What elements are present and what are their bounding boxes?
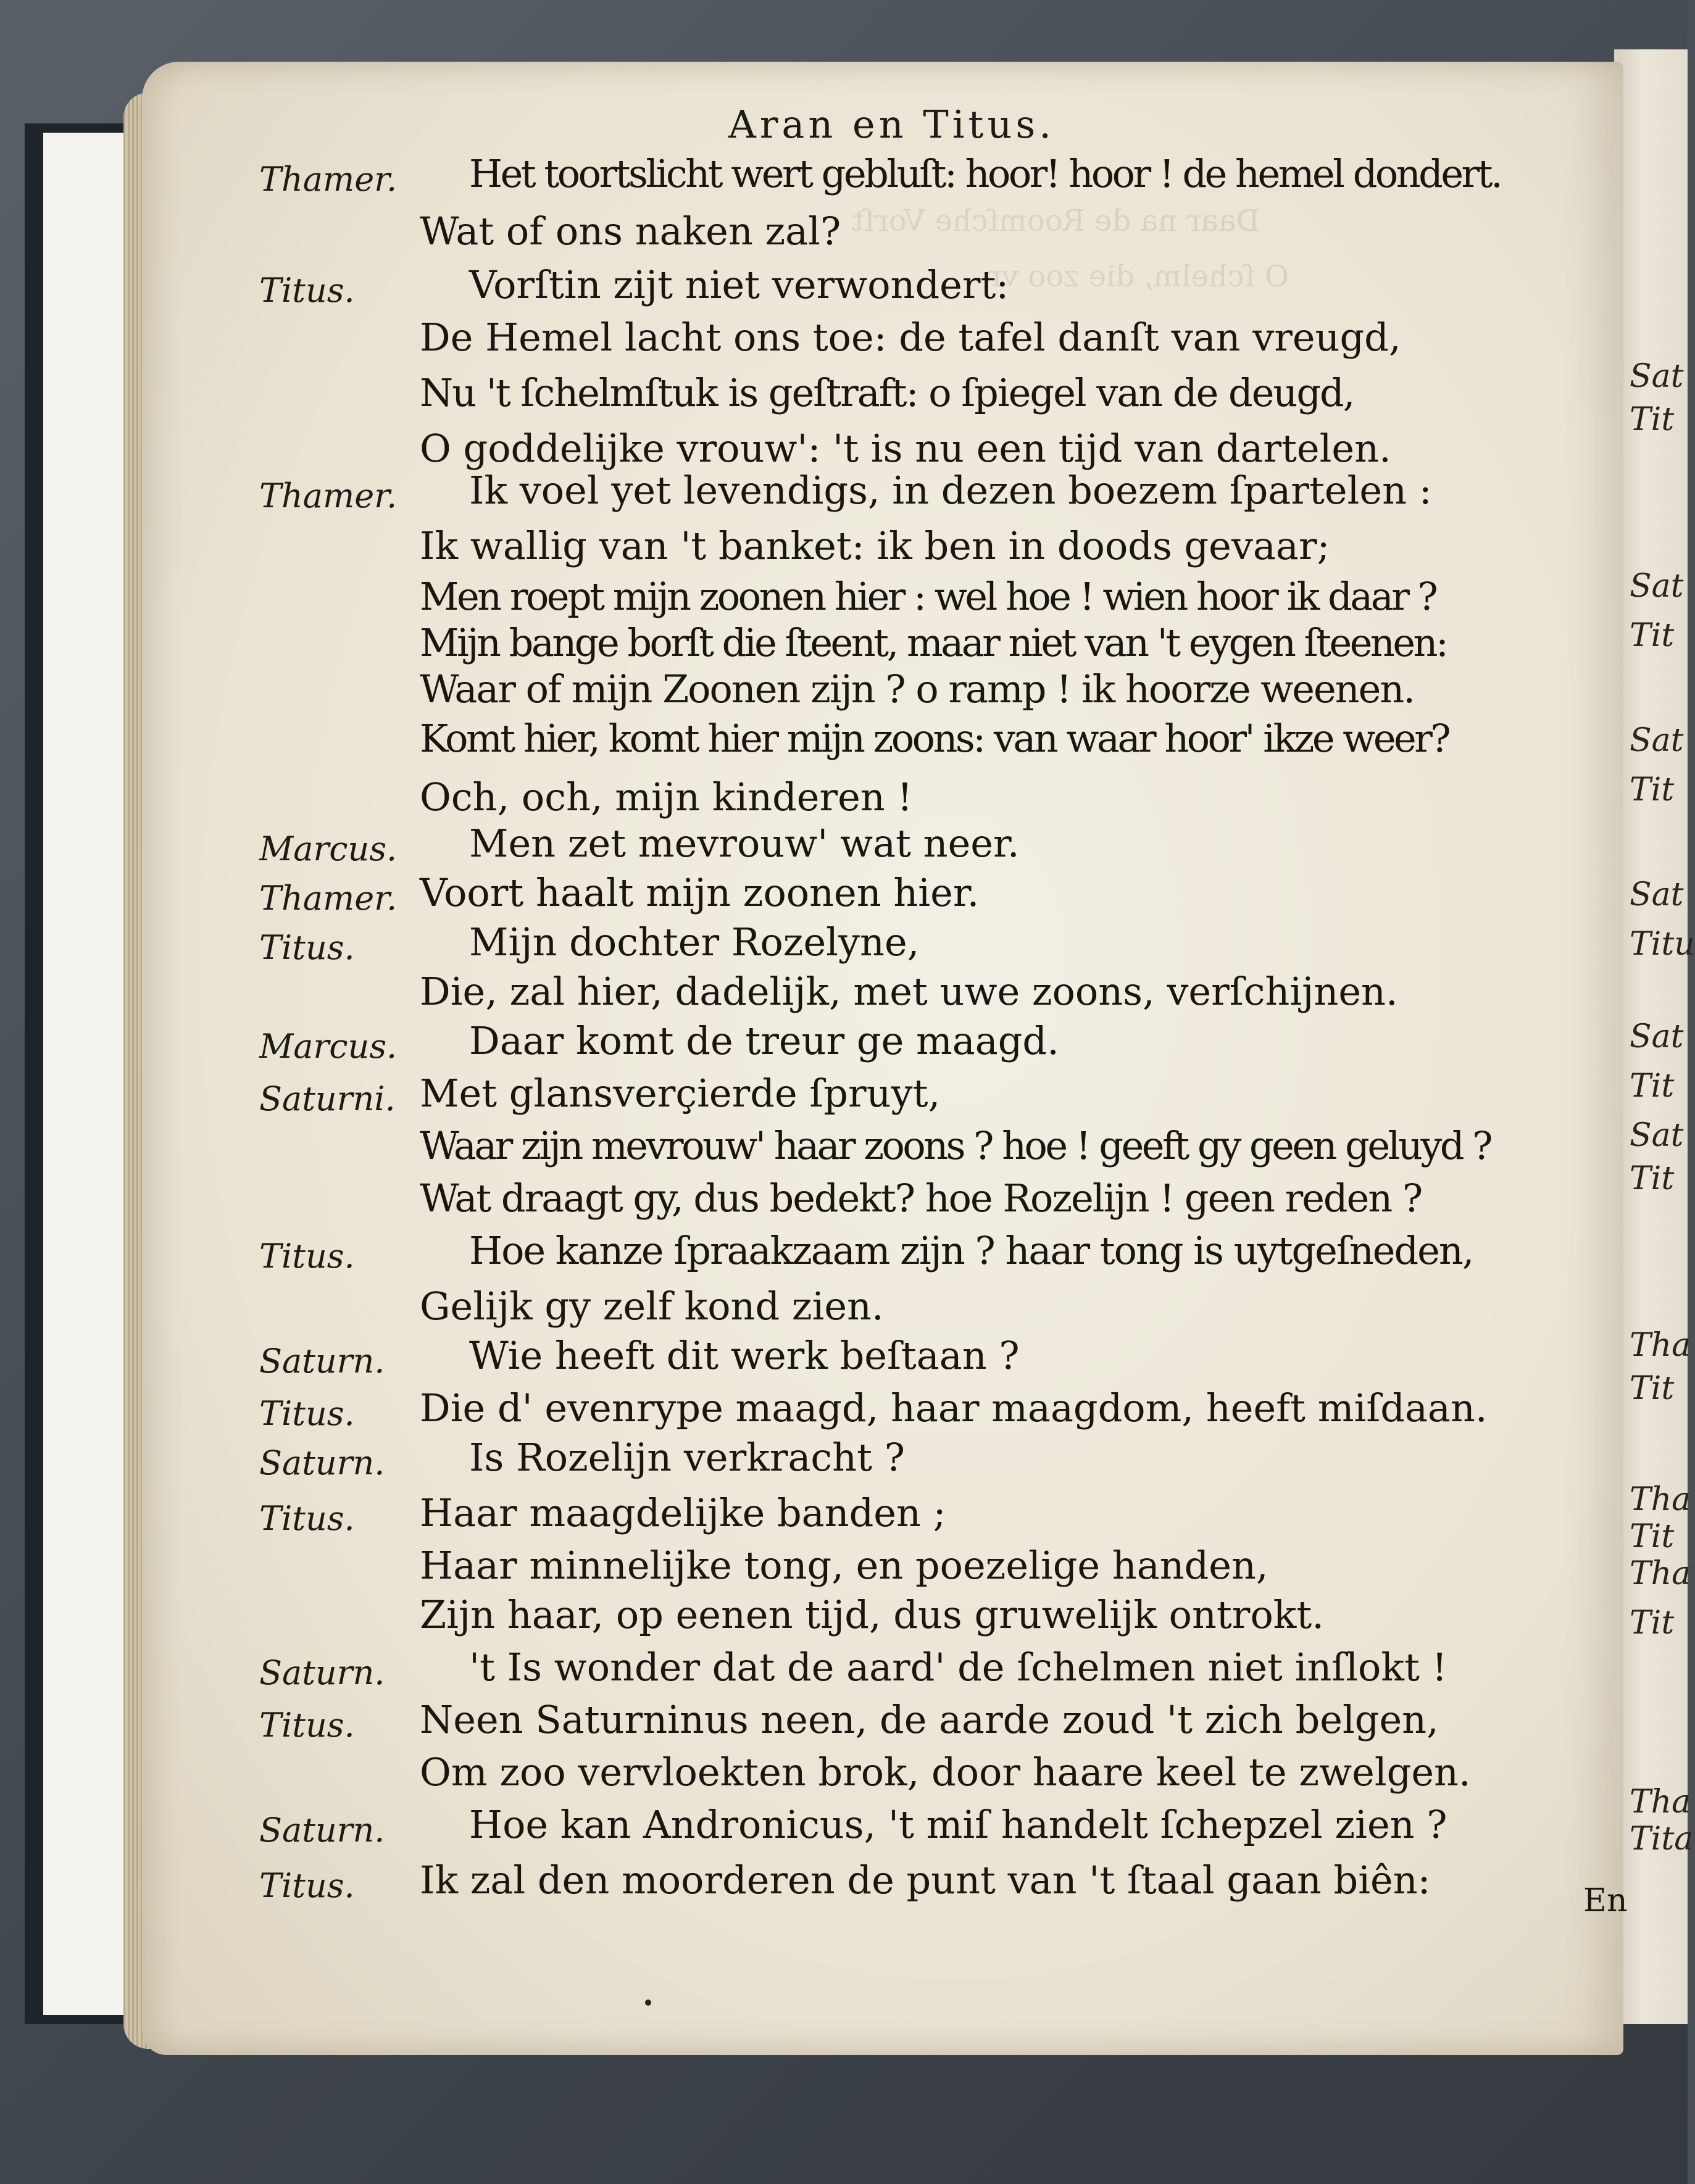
verse-line	[0, 1176, 1688, 1231]
verse-line	[0, 523, 1688, 579]
speaker-name: Titus.	[259, 1237, 355, 1276]
facing-page-speaker-fragment: Sat	[1630, 876, 1684, 913]
verse-text: Wie heeft dit werk beſtaan ?	[469, 1333, 1020, 1378]
verse-line	[0, 1490, 1688, 1546]
verse-line	[0, 1071, 1688, 1126]
facing-page-speaker-fragment: Tit	[1630, 401, 1675, 438]
verse-text: Komt hier, komt hier mijn zoons: van waar hoor' ikze weer?	[420, 716, 1449, 761]
speaker-name: Marcus.	[259, 1027, 398, 1066]
verse-line	[0, 370, 1688, 426]
speaker-name: Titus.	[259, 1866, 355, 1905]
verse-text: Zijn haar, op eenen tijd, dus gruwelijk ontrokt.	[420, 1592, 1324, 1637]
verse-text: Waar of mijn Zoonen zijn ? o ramp ! ik hoorze weenen.	[420, 666, 1414, 712]
verse-text: Is Rozelijn verkracht ?	[469, 1435, 905, 1480]
facing-page-speaker-fragment: Tha	[1630, 1327, 1691, 1364]
verse-text: De Hemel lacht ons toe: de tafel danſt van vreugd,	[420, 315, 1401, 360]
verse-line	[0, 1592, 1688, 1648]
facing-page-speaker-fragment: Tit	[1630, 1518, 1675, 1555]
verse-line	[0, 1802, 1688, 1858]
verse-line	[0, 1750, 1688, 1805]
verse-line	[0, 666, 1688, 722]
verse-text: Die d' evenrype maagd, haar maagdom, heeft miſdaan.	[420, 1385, 1488, 1430]
facing-page-speaker-fragment: Sat	[1630, 358, 1684, 395]
speaker-name: Saturn.	[259, 1342, 385, 1381]
catchword: En	[1583, 1882, 1628, 1919]
verse-line	[0, 716, 1688, 771]
verse-text: Waar zijn mevrouw' haar zoons ? hoe ! geeft gy geen geluyd ?	[420, 1123, 1491, 1168]
speaker-name: Saturn.	[259, 1811, 385, 1850]
facing-page-speaker-fragment: Tha	[1630, 1555, 1691, 1592]
verse-line	[0, 1697, 1688, 1753]
verse-line	[0, 1435, 1688, 1490]
facing-page-speaker-fragment: Titu	[1630, 926, 1695, 963]
speaker-name: Saturn.	[259, 1653, 385, 1692]
verse-text: 't Is wonder dat de aard' de ſchelmen niet inſlokt !	[469, 1645, 1447, 1690]
verse-text: Voort haalt mijn zoonen hier.	[420, 870, 980, 915]
facing-page-speaker-fragment: Tit	[1630, 617, 1675, 654]
facing-page-speaker-fragment: Tit	[1630, 1605, 1675, 1642]
speaker-name: Marcus.	[259, 829, 398, 868]
speaker-name: Titus.	[259, 1706, 355, 1745]
speaker-name: Titus.	[259, 1394, 355, 1433]
verse-line	[0, 920, 1688, 975]
verse-line	[0, 1333, 1688, 1389]
verse-line	[0, 1018, 1688, 1074]
verse-text: Ik wallig van 't banket: ik ben in doods gevaar;	[420, 523, 1330, 568]
show-through-text: Daar na de Roomſche Vorſt	[852, 204, 1260, 238]
facing-page-speaker-fragment: Tit	[1630, 1068, 1675, 1105]
verse-text: Mijn bange borſt die ſteent, maar niet van 't eygen ſteenen:	[420, 620, 1447, 665]
verse-line	[0, 1284, 1688, 1339]
facing-page-speaker-fragment: Sat	[1630, 1117, 1684, 1154]
verse-line	[0, 315, 1688, 370]
verse-text: Met glansverçierde ſpruyt,	[420, 1071, 941, 1116]
verse-text: Die, zal hier, dadelijk, met uwe zoons, verſchijnen.	[420, 969, 1398, 1014]
verse-line	[0, 870, 1688, 926]
verse-line	[0, 1123, 1688, 1179]
verse-text: Ik zal den moorderen de punt van 't ſtaal gaan biên:	[420, 1858, 1431, 1903]
verse-line	[0, 1543, 1688, 1598]
verse-text: Haar minnelijke tong, en poezelige handen,	[420, 1543, 1268, 1588]
verse-line	[0, 1858, 1688, 1913]
verse-line	[0, 468, 1688, 523]
verse-text: O goddelijke vrouw': 't is nu een tijd van dartelen.	[420, 426, 1391, 471]
speaker-name: Titus.	[259, 1499, 355, 1538]
facing-page-speaker-fragment: Sat	[1630, 568, 1684, 605]
running-head: Aran en Titus.	[728, 102, 1055, 147]
facing-page-speaker-fragment: Tita	[1630, 1821, 1694, 1858]
verse-text: Hoe kan Andronicus, 't miſ handelt ſchepzel zien ?	[469, 1802, 1447, 1847]
verse-text: Het toortslicht wert gebluſt: hoor! hoor ! de hemel dondert.	[469, 151, 1501, 196]
verse-text: Vorſtin zijt niet verwondert:	[469, 262, 1009, 307]
verse-line	[0, 209, 1688, 264]
speaker-name: Thamer.	[259, 476, 398, 515]
verse-text: Hoe kanze ſpraakzaam zijn ? haar tong is uytgeſneden,	[469, 1228, 1473, 1273]
facing-page-speaker-fragment: Tit	[1630, 1370, 1675, 1407]
speaker-name: Saturni.	[259, 1079, 396, 1118]
verse-text: Daar komt de treur ge maagd.	[469, 1018, 1059, 1063]
speaker-name: Thamer.	[259, 160, 398, 199]
verse-text: Om zoo vervloekten brok, door haare keel te zwelgen.	[420, 1750, 1471, 1795]
verse-text: Gelijk gy zelf kond zien.	[420, 1284, 884, 1329]
facing-page-speaker-fragment: Tha	[1630, 1783, 1691, 1821]
facing-page-speaker-fragment: Tit	[1630, 1160, 1675, 1197]
speaker-name: Saturn.	[259, 1443, 385, 1482]
verse-text: Ik voel yet levendigs, in dezen boezem ſpartelen :	[469, 468, 1432, 513]
speaker-name: Thamer.	[259, 879, 398, 918]
verse-text: Och, och, mijn kinderen !	[420, 774, 913, 820]
facing-page-speaker-fragment: Tha	[1630, 1481, 1691, 1518]
verse-line	[0, 1385, 1688, 1441]
verse-line	[0, 821, 1688, 876]
verse-text: Haar maagdelijke banden ;	[420, 1490, 946, 1535]
verse-text: Nu 't ſchelmſtuk is geſtraft: o ſpiegel van de deugd,	[420, 370, 1354, 415]
verse-line	[0, 151, 1688, 207]
verse-text: Men roept mijn zoonen hier : wel hoe ! wien hoor ik daar ?	[420, 574, 1436, 619]
verse-text: Neen Saturninus neen, de aarde zoud 't zich belgen,	[420, 1697, 1439, 1742]
verse-line	[0, 1645, 1688, 1700]
show-through-text: O ſchelm, die zoo vr	[988, 259, 1289, 294]
verse-line	[0, 969, 1688, 1024]
verse-text: Wat draagt gy, dus bedekt? hoe Rozelijn ! geen reden ?	[420, 1176, 1422, 1221]
facing-page-speaker-fragment: Sat	[1630, 722, 1684, 759]
signature-dot	[645, 1999, 651, 2006]
facing-page-speaker-fragment: Sat	[1630, 1018, 1684, 1055]
speaker-name: Titus.	[259, 271, 355, 310]
facing-page-speaker-fragment: Tit	[1630, 771, 1675, 808]
verse-text: Wat of ons naken zal?	[420, 209, 841, 254]
speaker-name: Titus.	[259, 928, 355, 967]
verse-line	[0, 262, 1688, 318]
verse-line	[0, 1228, 1688, 1284]
verse-text: Mijn dochter Rozelyne,	[469, 920, 920, 965]
verse-text: Men zet mevrouw' wat neer.	[469, 821, 1020, 866]
